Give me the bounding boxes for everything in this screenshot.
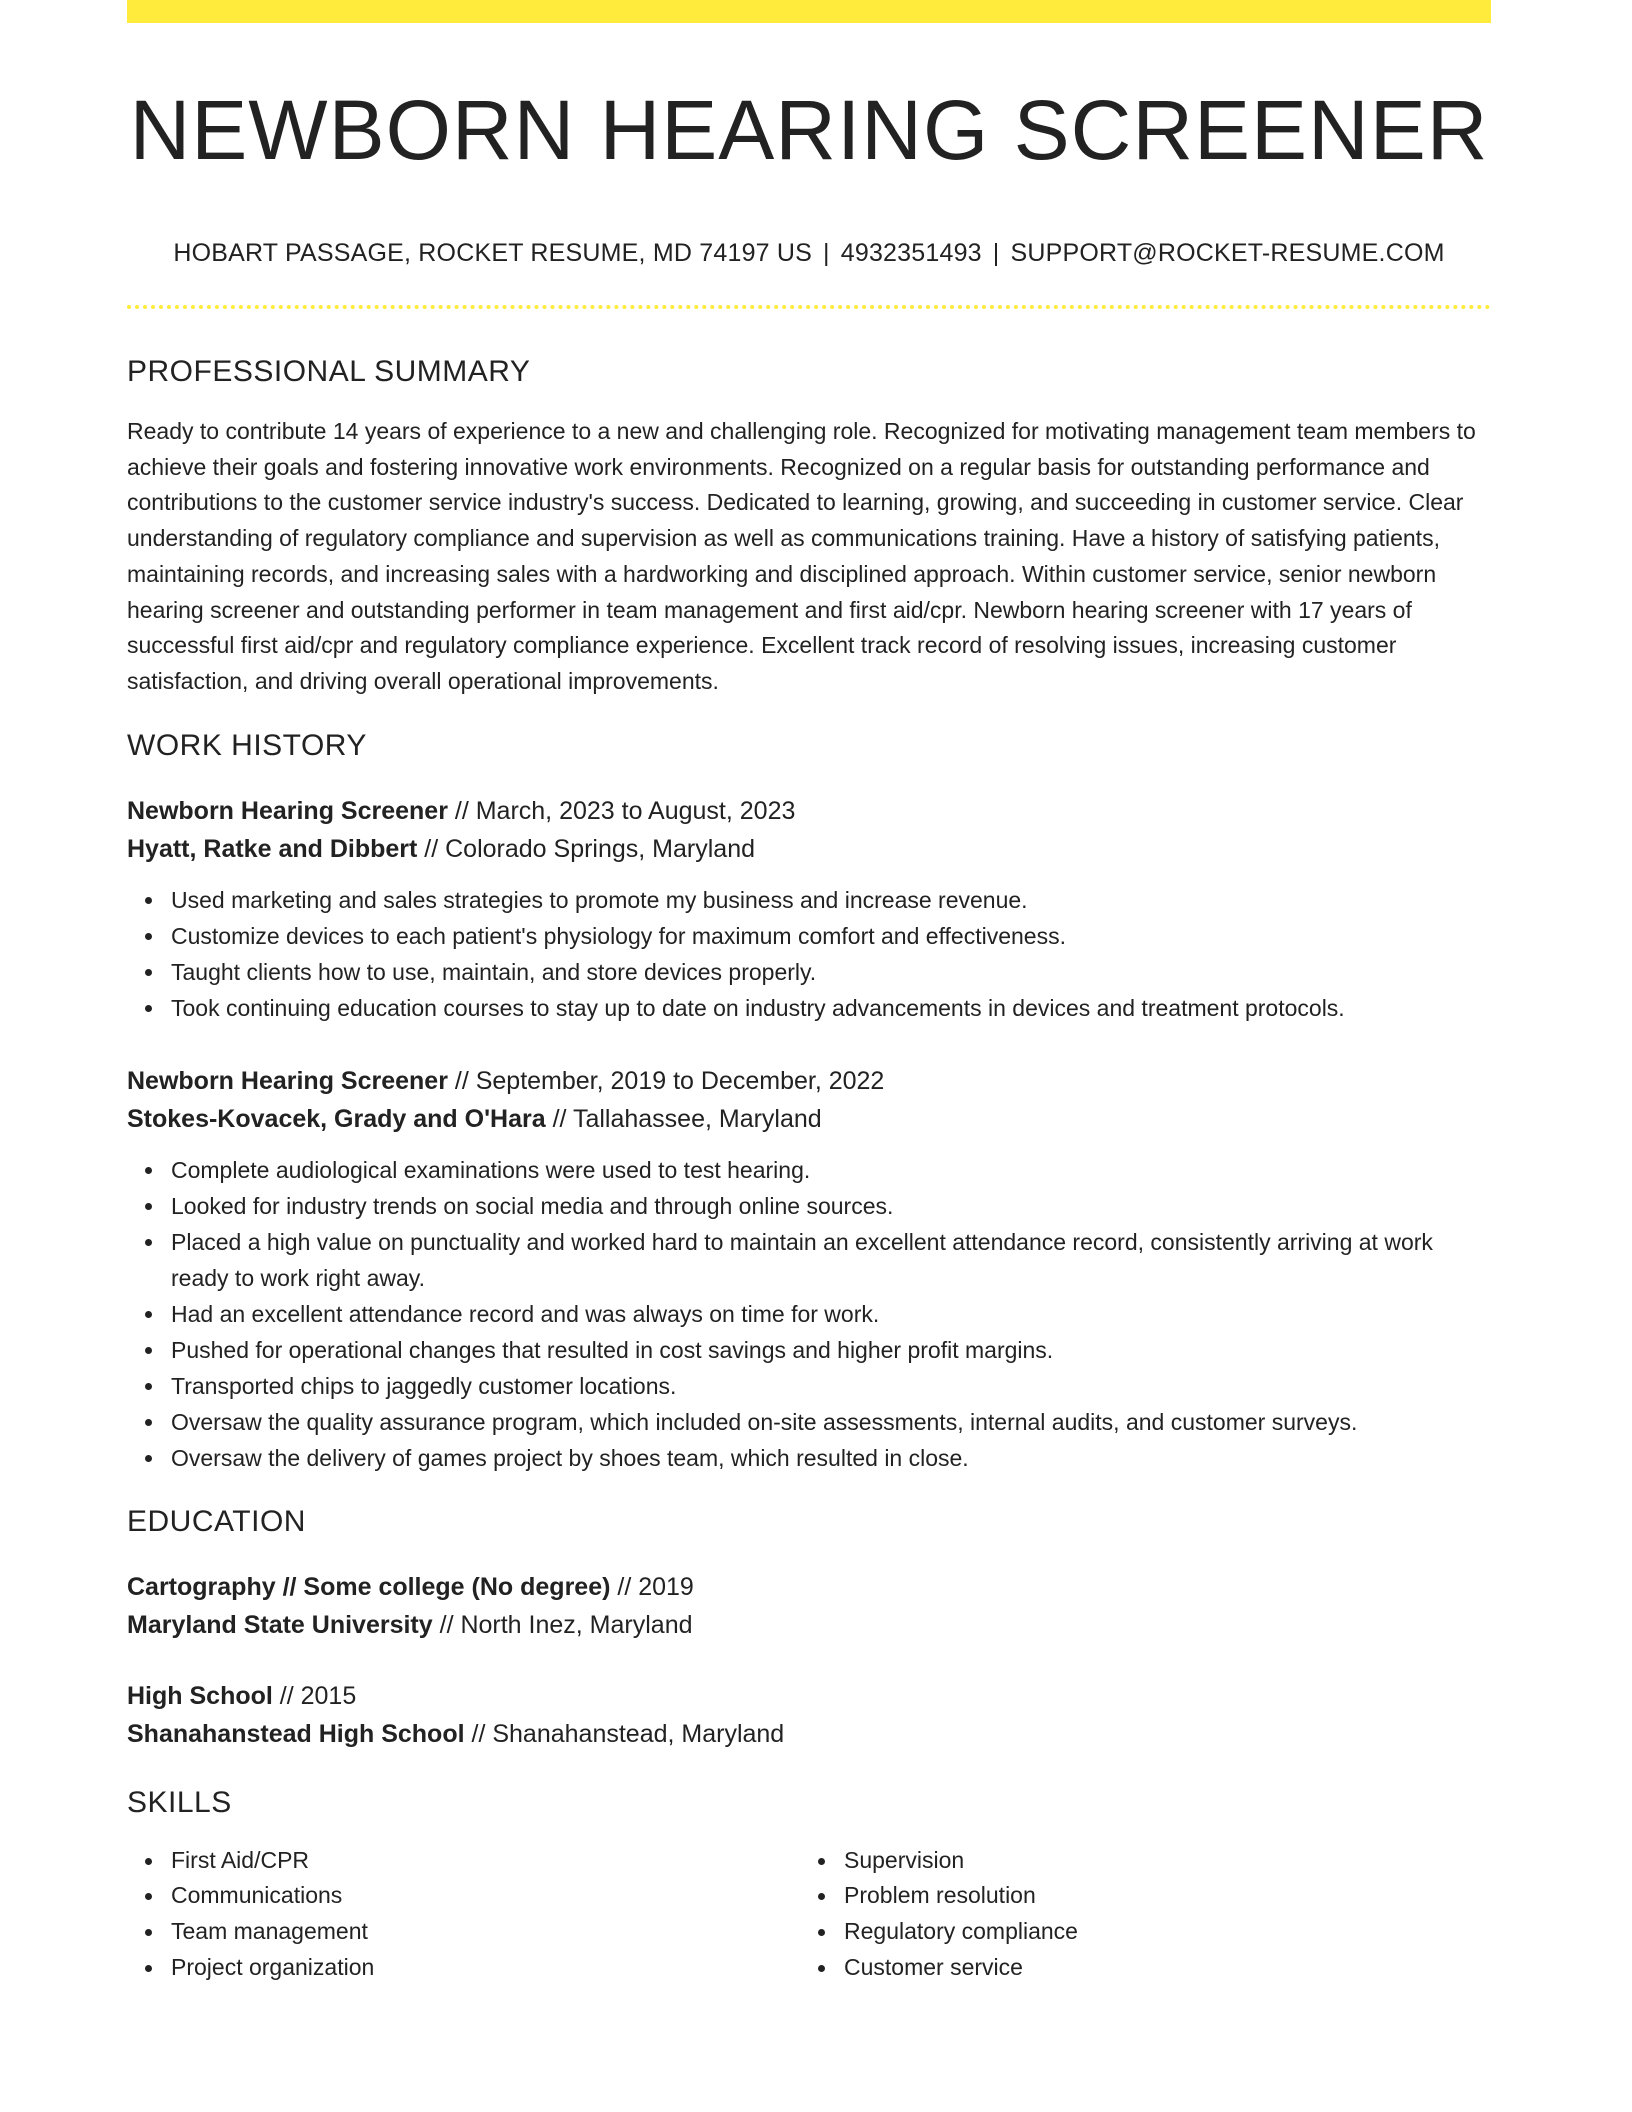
education-year: // 2015 bbox=[272, 1681, 357, 1710]
education-degree: High School bbox=[127, 1681, 273, 1710]
job-role: Newborn Hearing Screener bbox=[127, 796, 448, 825]
job-dates: // March, 2023 to August, 2023 bbox=[447, 796, 796, 825]
job-company: Hyatt, Ratke and Dibbert bbox=[127, 834, 418, 863]
job-bullet: Oversaw the delivery of games project by shoes team, which resulted in close. bbox=[171, 1440, 1491, 1476]
resume-page bbox=[127, 0, 1491, 1985]
job-bullet: Transported chips to jaggedly customer locations. bbox=[171, 1368, 1491, 1404]
section-title-skills: SKILLS bbox=[127, 1785, 232, 1819]
education-school: Maryland State University bbox=[127, 1610, 433, 1639]
education-degree: Cartography // Some college (No degree) bbox=[127, 1572, 611, 1601]
job-entry bbox=[127, 1062, 1491, 1476]
job-bullet: Had an excellent attendance record and was always on time for work. bbox=[171, 1296, 1491, 1332]
summary-text: Ready to contribute 14 years of experience to a new and challenging role. Recognized for motivating management team members to achieve their goals and fostering innovative work environments. Recognized on a regular basis for outstanding performance and contributions to the customer service industry's success. Dedicated to learning, growing, and succeeding in customer service. Clear understanding of regulatory compliance and supervision as well as communications training. Have a history of satisfying patients, maintaining records, and increasing sales with a hardworking and disciplined approach. Within customer service, senior newborn hearing screener and outstanding performer in team management and first aid/cpr. Newborn hearing screener with 17 years of successful first aid/cpr and regulatory compliance experience. Excellent track record of resolving issues, increasing customer satisfaction, and driving overall operational improvements. bbox=[127, 418, 1476, 694]
accent-bar bbox=[127, 0, 1491, 23]
job-location: // Colorado Springs, Maryland bbox=[417, 834, 756, 863]
education-school-line bbox=[127, 1606, 1491, 1644]
job-bullet-list bbox=[127, 882, 1491, 1026]
education-location: // Shanahanstead, Maryland bbox=[464, 1719, 785, 1748]
job-bullet: Placed a high value on punctuality and worked hard to maintain an excellent attendance record, consistently arriving at work ready to work right away. bbox=[171, 1224, 1491, 1296]
education-degree-line bbox=[127, 1568, 1491, 1606]
education-school-line bbox=[127, 1715, 1491, 1753]
job-company: Stokes-Kovacek, Grady and O'Hara bbox=[127, 1104, 546, 1133]
education-entry bbox=[127, 1677, 1491, 1753]
job-bullet-list bbox=[127, 1152, 1491, 1476]
skill-item: Problem resolution bbox=[844, 1878, 1473, 1914]
job-bullet: Pushed for operational changes that resulted in cost savings and higher profit margins. bbox=[171, 1332, 1491, 1368]
contact-line bbox=[127, 237, 1491, 269]
skill-item: Team management bbox=[171, 1914, 800, 1950]
education-year: // 2019 bbox=[610, 1572, 694, 1601]
job-bullet: Looked for industry trends on social media and through online sources. bbox=[171, 1188, 1491, 1224]
job-bullet: Took continuing education courses to stay up to date on industry advancements in devices and treatment protocols. bbox=[171, 990, 1491, 1026]
education-school: Shanahanstead High School bbox=[127, 1719, 465, 1748]
skill-item: Project organization bbox=[171, 1950, 800, 1986]
skill-item: Regulatory compliance bbox=[844, 1914, 1473, 1950]
skill-item: Communications bbox=[171, 1878, 800, 1914]
section-title-work-history: WORK HISTORY bbox=[127, 728, 367, 762]
skills-column-left bbox=[127, 1843, 800, 1986]
section-title-summary: PROFESSIONAL SUMMARY bbox=[127, 355, 531, 388]
skills-grid bbox=[127, 1843, 1491, 1986]
job-bullet: Taught clients how to use, maintain, and store devices properly. bbox=[171, 954, 1491, 990]
job-bullet: Customize devices to each patient's physiology for maximum comfort and effectiveness. bbox=[171, 918, 1491, 954]
job-company-line bbox=[127, 830, 1491, 868]
section-title-education: EDUCATION bbox=[127, 1504, 306, 1538]
education-entry bbox=[127, 1568, 1491, 1644]
skill-item: First Aid/CPR bbox=[171, 1843, 800, 1879]
skill-item: Customer service bbox=[844, 1950, 1473, 1986]
education-degree-line bbox=[127, 1677, 1491, 1715]
job-bullet: Used marketing and sales strategies to promote my business and increase revenue. bbox=[171, 882, 1491, 918]
contact-phone[interactable]: 4932351493 bbox=[840, 239, 982, 267]
contact-address: HOBART PASSAGE, ROCKET RESUME, MD 74197 US bbox=[173, 239, 813, 267]
job-bullet: Oversaw the quality assurance program, which included on-site assessments, internal audits, and customer surveys. bbox=[171, 1404, 1491, 1440]
education-location: // North Inez, Maryland bbox=[432, 1610, 693, 1639]
job-bullet: Complete audiological examinations were used to test hearing. bbox=[171, 1152, 1491, 1188]
skills-column-right bbox=[800, 1843, 1473, 1986]
contact-separator: | bbox=[992, 239, 1000, 267]
job-role: Newborn Hearing Screener bbox=[127, 1066, 448, 1095]
job-company-line bbox=[127, 1100, 1491, 1138]
contact-separator: | bbox=[823, 239, 830, 267]
job-entry bbox=[127, 792, 1491, 1026]
skill-item: Supervision bbox=[844, 1843, 1473, 1879]
candidate-name: NEWBORN HEARING SCREENER bbox=[129, 83, 1489, 177]
job-role-line bbox=[127, 1062, 1491, 1100]
job-dates: // September, 2019 to December, 2022 bbox=[447, 1066, 885, 1095]
job-location: // Tallahassee, Maryland bbox=[545, 1104, 822, 1133]
job-role-line bbox=[127, 792, 1491, 830]
header-divider bbox=[127, 305, 1491, 309]
contact-email[interactable]: SUPPORT@ROCKET-RESUME.COM bbox=[1010, 239, 1445, 267]
